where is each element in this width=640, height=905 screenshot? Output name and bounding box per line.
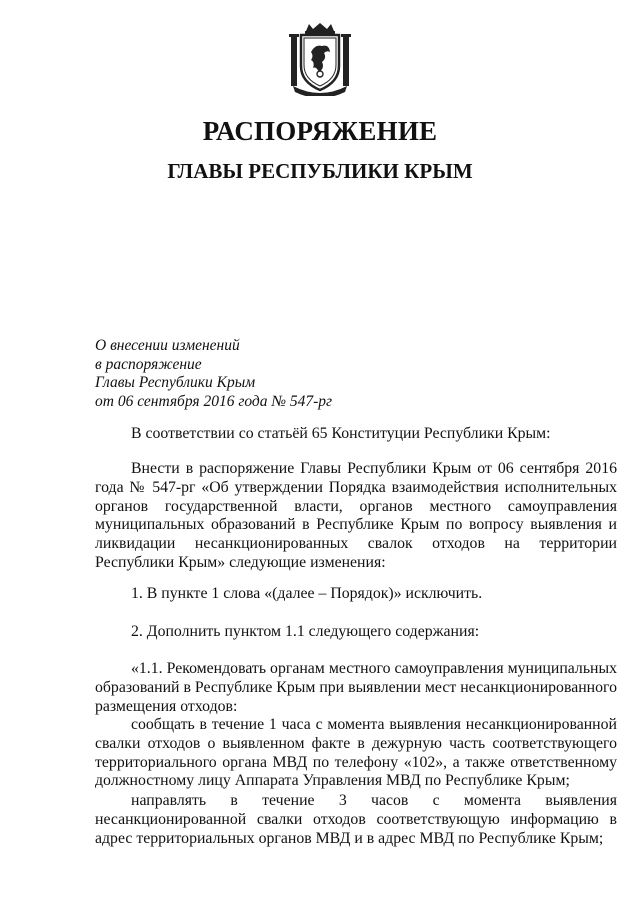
basis-paragraph: В соответствии со статьёй 65 Конституции Республики Крым: [131,425,551,442]
document-title: РАСПОРЯЖЕНИЕ [202,116,438,146]
sub-clause-2-paragraph: направлять в течение 3 часов с момента выявления несанкционированной свалки отходов соответствующую информацию в адрес территориальных органов МВД и в адрес МВД по Республике Крым; [95,792,617,847]
item-1-paragraph: 1. В пункте 1 слова «(далее – Порядок)» исключить. [131,585,483,602]
subject-line: в распоряжение [95,355,202,373]
clause-1-1-paragraph: «1.1. Рекомендовать органам местного самоуправления муниципальных образований в Республике Крым при выявлении мест несанкционированного размещения отходов: [95,660,617,715]
item-2-paragraph: 2. Дополнить пунктом 1.1 следующего содержания: [131,623,480,640]
coat-of-arms-emblem [289,22,351,96]
subject-line: Главы Республики Крым [95,374,256,391]
sub-clause-1-paragraph: сообщать в течение 1 часа с момента выявления несанкционированной свалки отходов о выявленном факте в дежурную часть соответствующего территориального органа МВД по телефону «102», а также ответственному должностному лицу Аппарата Управления МВД по Республике Крым; [95,716,617,790]
intro-paragraph: Внести в распоряжение Главы Республики Крым от 06 сентября 2016 года № 547-рг «Об утверждении Порядка взаимодействия исполнительных органов государственной власти, органов местного самоуправления муниципальных образований в Республике Крым по вопросу выявления и ликвидации несанкционированных свалок отходов на территории Республики Крым» следующие изменения: [95,460,617,571]
subject-line: от 06 сентября 2016 года № 547-рг [95,392,333,410]
subject-heading [95,337,332,411]
subject-line: О внесении изменений [95,337,240,354]
document-subtitle: ГЛАВЫ РЕСПУБЛИКИ КРЫМ [167,159,473,183]
